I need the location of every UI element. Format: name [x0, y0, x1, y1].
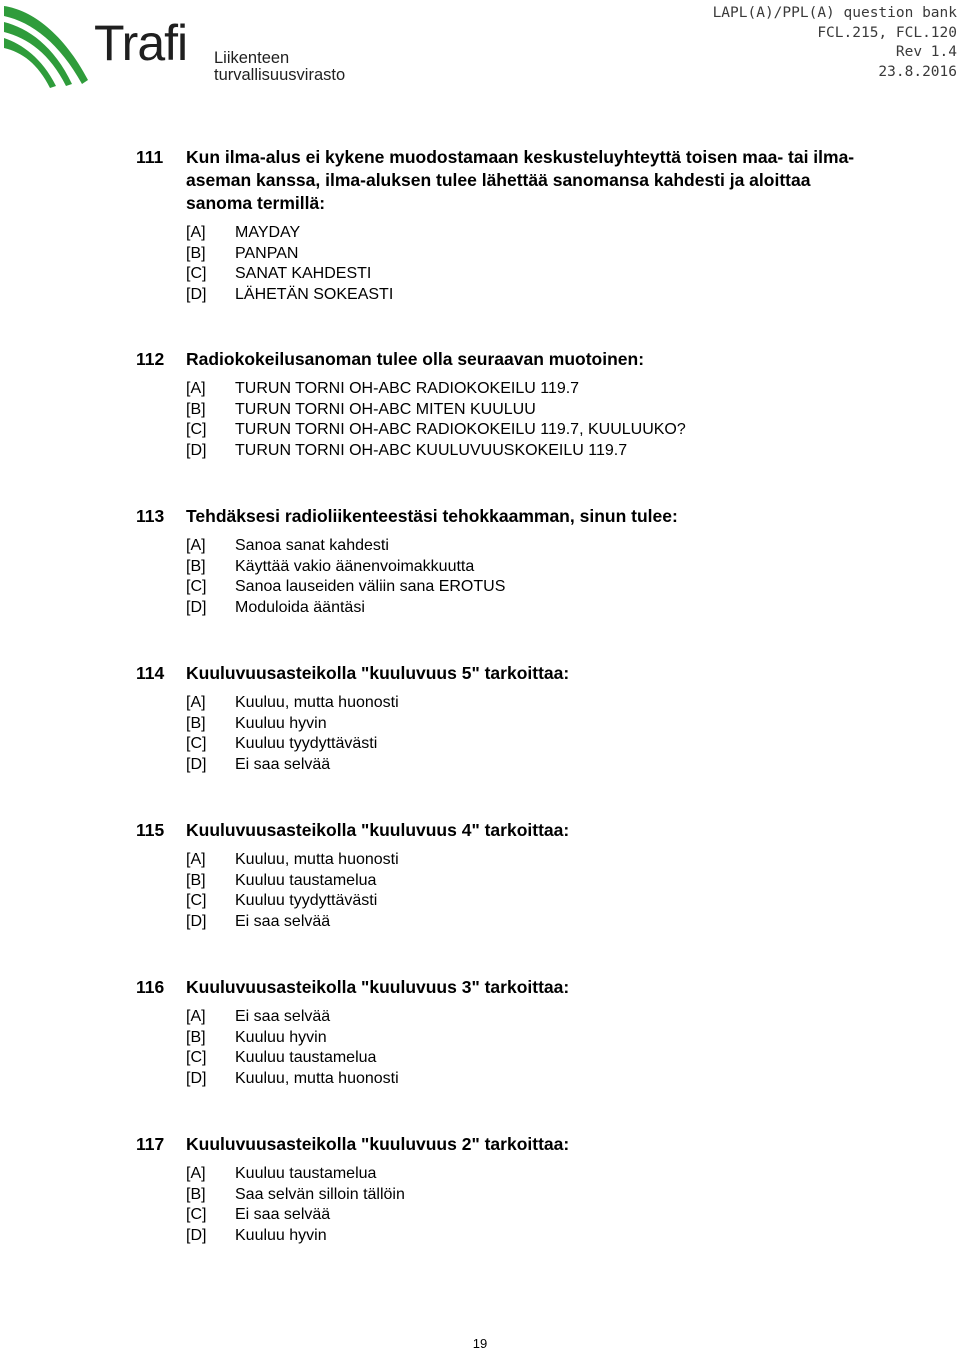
answer-label: [B]	[186, 714, 206, 732]
answer-label: [D]	[186, 598, 207, 616]
answer-label: [B]	[186, 1185, 206, 1203]
question-text	[186, 976, 936, 999]
answer-label: [C]	[186, 892, 207, 909]
answer-text: Ei saa selvää	[235, 1206, 331, 1223]
answer-label: [C]	[186, 421, 207, 438]
answer-text: Sanoa sanat kahdesti	[235, 537, 389, 554]
question-number: 112	[136, 349, 165, 369]
question-number: 111	[136, 147, 164, 167]
answer-label: [C]	[186, 265, 207, 282]
answer-text: PANPAN	[235, 244, 299, 262]
answer-label: [A]	[186, 380, 206, 397]
question-number: 114	[136, 663, 165, 683]
answer-text: TURUN TORNI OH-ABC RADIOKOKEILU 119.7	[235, 380, 580, 397]
brand-subtitle: Liikenteen turvallisuusvirasto	[214, 49, 346, 84]
question-text-line: Tehdäksesi radioliikenteestäsi tehokkaamman, sinun tulee:	[186, 506, 678, 526]
question-number: 115	[136, 820, 165, 840]
answer-label: [C]	[186, 1206, 207, 1223]
question-number: 117	[136, 1134, 165, 1154]
answer-text: Kuuluu, mutta huonosti	[235, 1069, 399, 1087]
answer-text: Kuuluu hyvin	[235, 714, 327, 732]
doc-title: LAPL(A)/PPL(A) question bank	[712, 5, 957, 21]
answer-text: TURUN TORNI OH-ABC KUULUVUUSKOKEILU 119.7	[235, 441, 628, 459]
answer-label: [D]	[186, 285, 207, 303]
question-text-line: Radiokokeilusanoman tulee olla seuraavan muotoinen:	[186, 349, 645, 369]
answer-label: [C]	[186, 735, 207, 752]
question-text	[186, 348, 936, 371]
answer-text: TURUN TORNI OH-ABC RADIOKOKEILU 119.7, KUULUUKO?	[235, 421, 686, 438]
answer-text: Käyttää vakio äänenvoimakkuutta	[235, 557, 475, 575]
question-text	[186, 1133, 936, 1156]
question-text	[186, 819, 936, 842]
question-text-line: Kuuluvuusasteikolla "kuuluvuus 4" tarkoittaa:	[186, 820, 570, 840]
answer-label: [D]	[186, 912, 207, 930]
answer-text: Sanoa lauseiden väliin sana EROTUS	[235, 578, 506, 595]
answer-text: Ei saa selvää	[235, 1008, 331, 1025]
question-text-line: Kuuluvuusasteikolla "kuuluvuus 3" tarkoittaa:	[186, 977, 570, 997]
answer-label: [A]	[186, 1165, 206, 1182]
question-text-line: Kuuluvuusasteikolla "kuuluvuus 2" tarkoittaa:	[186, 1134, 570, 1154]
question-text-line: Kuuluvuusasteikolla "kuuluvuus 5" tarkoittaa:	[186, 663, 570, 683]
answer-label: [D]	[186, 1226, 207, 1244]
doc-codes: FCL.215, FCL.120	[817, 24, 957, 41]
question-text	[186, 505, 936, 528]
answer-label: [A]	[186, 694, 206, 711]
answer-label: [C]	[186, 578, 207, 595]
answer-label: [B]	[186, 400, 206, 418]
answer-text: Ei saa selvää	[235, 755, 331, 773]
answer-text: Kuuluu taustamelua	[235, 1165, 377, 1182]
answer-text: TURUN TORNI OH-ABC MITEN KUULUU	[235, 400, 536, 418]
answer-label: [A]	[186, 1008, 206, 1025]
answer-text: LÄHETÄN SOKEASTI	[235, 285, 394, 303]
page-number: 19	[472, 1336, 488, 1351]
answer-text: Saa selvän silloin tällöin	[235, 1185, 405, 1203]
answer-text: Kuuluu hyvin	[235, 1028, 327, 1046]
answer-text: Kuuluu tyydyttävästi	[235, 892, 378, 909]
doc-revision: Rev 1.4	[895, 44, 957, 60]
answer-label: [B]	[186, 1028, 206, 1046]
brand-name: Trafi	[94, 15, 188, 71]
answer-label: [B]	[186, 557, 206, 575]
question-text	[186, 146, 936, 215]
answer-text: Moduloida ääntäsi	[235, 598, 365, 616]
answer-text: Kuuluu tyydyttävästi	[235, 735, 378, 752]
document-info	[713, 4, 957, 82]
trafi-swoosh-icon	[2, 0, 94, 92]
answer-label: [B]	[186, 871, 206, 889]
question-text-line: sanoma termillä:	[186, 193, 326, 213]
answer-text: Kuuluu hyvin	[235, 1226, 327, 1244]
question-number: 113	[136, 506, 165, 526]
answer-label: [D]	[186, 1069, 207, 1087]
answer-label: [B]	[186, 244, 206, 262]
answer-label: [D]	[186, 441, 207, 459]
answer-text: Kuuluu taustamelua	[235, 1049, 377, 1066]
answer-label: [A]	[186, 851, 206, 868]
answer-text: SANAT KAHDESTI	[235, 265, 372, 282]
answer-text: MAYDAY	[235, 224, 301, 241]
question-text-line: Kun ilma-alus ei kykene muodostamaan keskusteluyhteyttä toisen maa- tai ilma-	[186, 147, 855, 167]
answer-text: Ei saa selvää	[235, 912, 331, 930]
answer-text: Kuuluu, mutta huonosti	[235, 851, 399, 868]
question-text	[186, 662, 936, 685]
answer-label: [C]	[186, 1049, 207, 1066]
question-number: 116	[136, 977, 165, 997]
answer-label: [D]	[186, 755, 207, 773]
answer-label: [A]	[186, 537, 206, 554]
answer-label: [A]	[186, 224, 206, 241]
question-text-line: aseman kanssa, ilma-aluksen tulee lähettää sanomansa kahdesti ja aloittaa	[186, 170, 811, 190]
trafi-logo	[2, 0, 422, 92]
answer-text: Kuuluu, mutta huonosti	[235, 694, 399, 711]
doc-date: 23.8.2016	[878, 63, 957, 80]
answer-text: Kuuluu taustamelua	[235, 871, 377, 889]
page-header	[0, 0, 960, 100]
